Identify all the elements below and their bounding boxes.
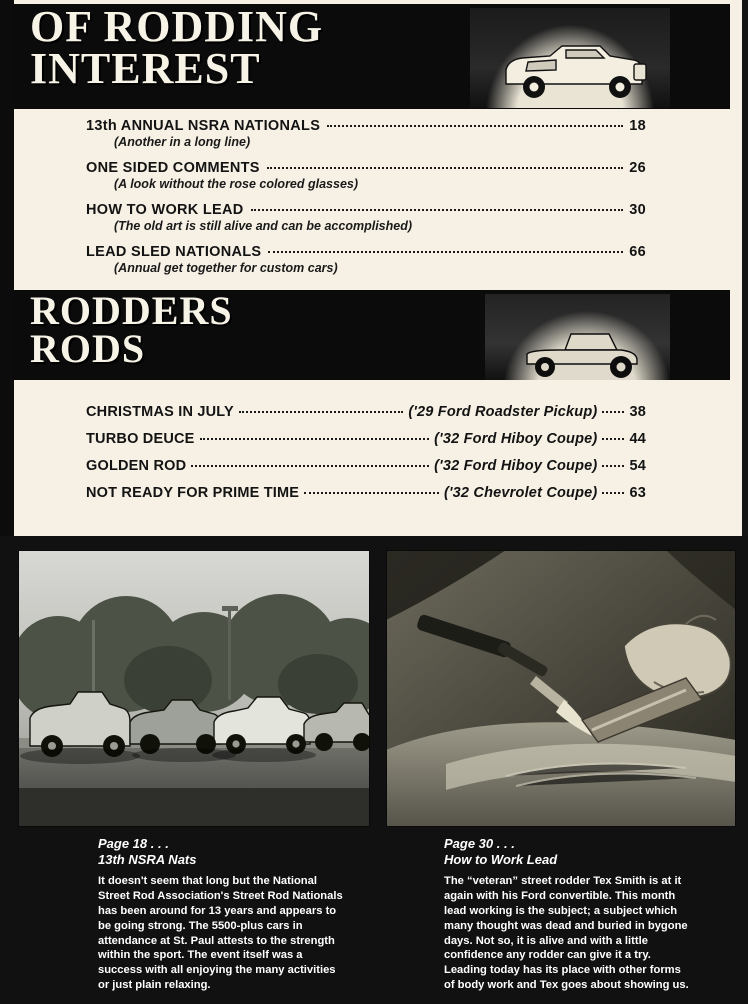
section-heading-1-line1: OF RODDING: [30, 4, 324, 51]
section-banner-of-rodding-interest: [14, 4, 730, 109]
contents-entry-page: 18: [629, 118, 646, 134]
section-heading-2-line2: RODS: [30, 326, 146, 371]
feature-body: It doesn't seem that long but the National Street Rod Association's Street Rod Nationals has been around for 13 years and appears to be going strong. The 5500-plus cars in attendance at St. Paul attests to the strength within the sport. The event itself was a success with all enjoying the many activities or just plain relaxing.: [98, 875, 343, 992]
feature-caption-right: [444, 836, 694, 993]
contents-entry-title: NOT READY FOR PRIME TIME: [86, 485, 300, 501]
feature-title: How to Work Lead: [444, 852, 558, 867]
contents-entry-title: HOW TO WORK LEAD: [86, 202, 244, 218]
contents-list-of-rodding-interest: [86, 118, 646, 286]
section-heading-2: [30, 290, 233, 371]
section-heading-1: [30, 4, 324, 93]
contents-entry-subtitle: (A look without the rose colored glasses): [114, 177, 359, 191]
contents-entry-subtitle: (Another in a long line): [114, 135, 251, 149]
feature-page-ref: Page 18 . . .: [98, 836, 169, 851]
leader-dots: [304, 492, 439, 494]
leader-dots: [602, 438, 624, 440]
leader-dots: [191, 465, 429, 467]
contents-entry-page: 26: [629, 160, 646, 176]
contents-entry-main: [86, 244, 646, 260]
contents-entry-note: ('32 Ford Hiboy Coupe): [434, 458, 598, 474]
street-rod-lineup-image: [18, 550, 370, 827]
contents-entry-page: 54: [629, 458, 646, 474]
contents-entry[interactable]: [86, 202, 646, 233]
feature-caption-left: [98, 836, 348, 993]
contents-entry-main: [86, 202, 646, 218]
leader-dots: [200, 438, 430, 440]
contents-entry-subtitle: (The old art is still alive and can be accomplished): [114, 219, 412, 233]
contents-entry[interactable]: [86, 404, 646, 420]
contents-entry-page: 63: [629, 485, 646, 501]
section-banner-rodders-rods: [14, 290, 730, 380]
feature-title: 13th NSRA Nats: [98, 852, 197, 867]
lead-working-torch-photo: [386, 550, 736, 827]
leader-dots: [251, 209, 624, 211]
lead-working-torch-image: [386, 550, 736, 827]
contents-entry-main: [86, 118, 646, 134]
contents-entry[interactable]: [86, 160, 646, 191]
section-heading-2-line1: RODDERS: [30, 290, 233, 333]
contents-entry[interactable]: [86, 485, 646, 501]
contents-entry-title: CHRISTMAS IN JULY: [86, 404, 234, 420]
section-heading-1-line2: INTEREST: [30, 43, 261, 93]
contents-entry-title: 13th ANNUAL NSRA NATIONALS: [86, 118, 321, 134]
vintage-sedan-illustration: [470, 8, 670, 108]
contents-entry-title: TURBO DEUCE: [86, 431, 195, 447]
feature-page-ref: Page 30 . . .: [444, 836, 515, 851]
contents-list-rodders-rods: [86, 404, 646, 512]
leader-dots: [327, 125, 623, 127]
contents-entry[interactable]: [86, 431, 646, 447]
leader-dots: [268, 251, 623, 253]
contents-entry-subtitle: (Annual get together for custom cars): [114, 261, 338, 275]
contents-entry-page: 38: [629, 404, 646, 420]
feature-preview-section: [0, 536, 748, 1004]
contents-entry-note: ('32 Chevrolet Coupe): [443, 485, 598, 501]
feature-body: The “veteran” street rodder Tex Smith is at it again with his Ford convertible. This month lead working is the subject; a subject which many thought was dead and buried in bygone days. Not so, it is alive and with a little confidence any rodder can give it a try. Leading today has its place with other forms of body work and Tex goes about showing us.: [444, 875, 689, 992]
leader-dots: [602, 465, 624, 467]
contents-entry[interactable]: [86, 244, 646, 275]
leader-dots: [267, 167, 623, 169]
leader-dots: [602, 411, 624, 413]
leader-dots: [602, 492, 624, 494]
contents-entry-title: LEAD SLED NATIONALS: [86, 244, 262, 260]
contents-entry-note: ('32 Ford Hiboy Coupe): [434, 431, 598, 447]
street-rod-lineup-photo: [18, 550, 370, 827]
contents-entry-page: 30: [629, 202, 646, 218]
contents-entry-note: ('29 Ford Roadster Pickup): [408, 404, 598, 420]
vintage-sedan-icon: [488, 40, 656, 102]
contents-entry-main: [86, 160, 646, 176]
contents-entry[interactable]: [86, 118, 646, 149]
hot-rod-roadster-illustration: [485, 294, 670, 380]
hot-rod-roadster-icon: [501, 326, 653, 380]
contents-entry-title: ONE SIDED COMMENTS: [86, 160, 260, 176]
contents-entry-title: GOLDEN ROD: [86, 458, 187, 474]
leader-dots: [239, 411, 403, 413]
contents-entry[interactable]: [86, 458, 646, 474]
contents-entry-page: 44: [629, 431, 646, 447]
contents-entry-page: 66: [629, 244, 646, 260]
